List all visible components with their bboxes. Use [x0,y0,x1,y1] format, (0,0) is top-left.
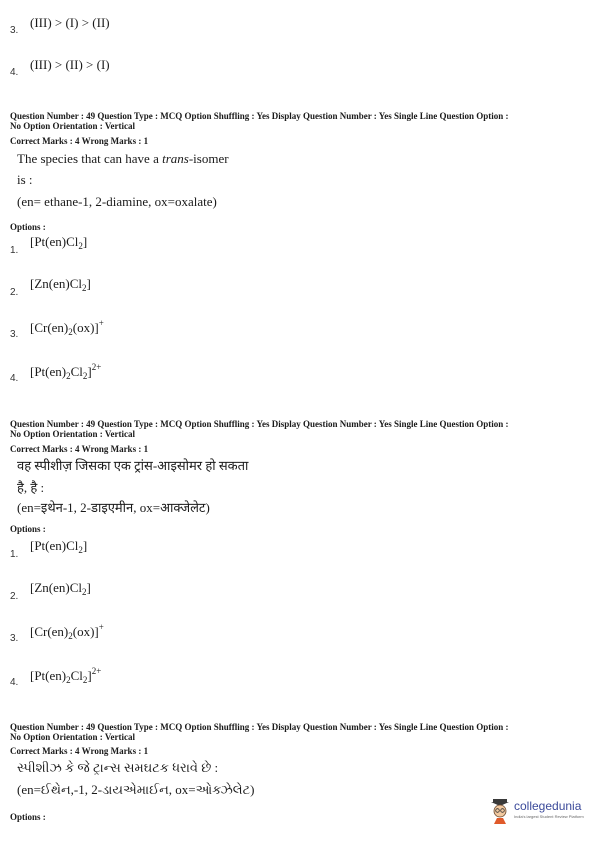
logo-name: collegedunia [514,799,582,813]
question-meta: Question Number : 49 Question Type : MCQ Option Shuffling : Yes Display Question Number : Yes Single Line Question Option : No Option Orientation : Vertical [10,111,509,131]
option-formula: $[Cr(en)_2(ox)]^+$ [30,622,104,641]
marks-line: Correct Marks : 4 Wrong Marks : 1 [10,136,149,146]
option-formula: $[Pt(en)_2Cl_2]^{2+}$ [30,362,102,381]
question-meta: Question Number : 49 Question Type : MCQ Option Shuffling : Yes Display Question Number : Yes Single Line Question Option : No Option Orientation : Vertical [10,722,509,742]
logo-tagline: India's largest Student Review Platform [514,814,584,819]
options-label: Options : [10,222,46,232]
option-number: 2. [10,591,19,602]
option-text: (III) > (II) > (I) [30,57,110,72]
question-meta: Question Number : 49 Question Type : MCQ Option Shuffling : Yes Display Question Number : Yes Single Line Question Option : No Option Orientation : Vertical [10,419,509,439]
marks-line: Correct Marks : 4 Wrong Marks : 1 [10,444,149,454]
option-formula: $[Cr(en)_2(ox)]^+$ [30,318,104,337]
question-note: (en=ઈથેન,-1, 2-ડાયએમાઈન, ox=ઓક્ઝેલેટ) [17,782,255,797]
question-text: is : [17,172,33,187]
question-note: (en= ethane-1, 2-diamine, ox=oxalate) [17,194,217,209]
option-number: 4. [10,677,19,688]
option-number: 4. [10,373,19,384]
marks-line: Correct Marks : 4 Wrong Marks : 1 [10,746,149,756]
collegedunia-logo[interactable] [488,796,588,828]
question-note: (en=इथेन-1, 2-डाइएमीन, ox=आक्जेलेट) [17,500,210,515]
question-text: સ્પીશીઝ કે જે ટ્રાન્સ સમઘટક ધરાવે છે : [17,760,219,775]
option-formula: $[Pt(en)Cl_2]$ [30,234,88,251]
options-label: Options : [10,812,46,822]
option-number: 3. [10,633,19,644]
option-text: (III) > (I) > (II) [30,15,110,30]
option-number: 4. [10,67,19,78]
option-number: 1. [10,245,19,256]
option-formula: $[Pt(en)_2Cl_2]^{2+}$ [30,666,102,685]
option-number: 1. [10,549,19,560]
option-number: 3. [10,329,19,340]
option-number: 3. [10,25,19,36]
question-text: वह स्पीशीज़ जिसका एक ट्रांस-आइसोमर हो सकता [17,458,249,473]
question-text: है, है : [17,480,45,495]
options-label: Options : [10,524,46,534]
option-formula: $[Zn(en)Cl_2]$ [30,276,91,293]
option-number: 2. [10,287,19,298]
student-mascot-icon [488,798,512,824]
question-text: The species that can have a trans-isomer [17,151,229,166]
option-formula: $[Pt(en)Cl_2]$ [30,538,88,555]
option-formula: $[Zn(en)Cl_2]$ [30,580,91,597]
